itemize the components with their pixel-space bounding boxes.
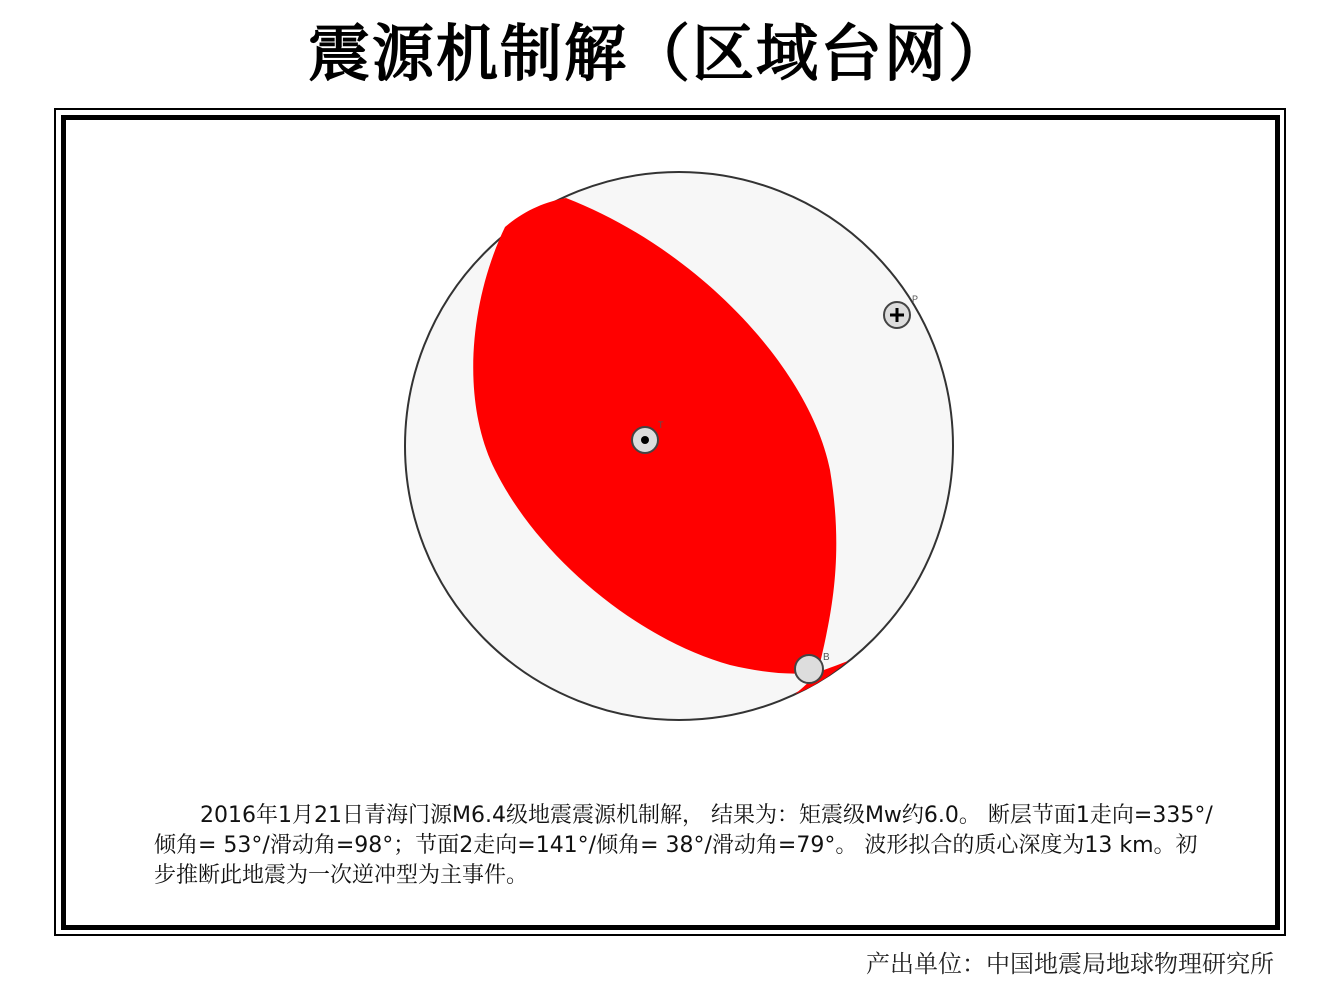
mechanism-description: 2016年1月21日青海门源M6.4级地震震源机制解， 结果为：矩震级Mw约6.0。 断层节面1走向=335°/倾角= 53°/滑动角=98°；节面2走向=141°/倾角= 38°/滑动角=79°。 波形拟合的质心深度为13 km。初步推断此地震为一次逆冲型为主事件。 <box>154 803 1213 888</box>
b-axis-label: B <box>823 652 830 663</box>
producer-credit: 产出单位：中国地震局地球物理研究所 <box>866 950 1274 978</box>
p-axis-label: P <box>912 294 919 304</box>
page-title: 震源机制解（区域台网） <box>307 17 1012 90</box>
t-axis-label: T <box>658 420 664 430</box>
